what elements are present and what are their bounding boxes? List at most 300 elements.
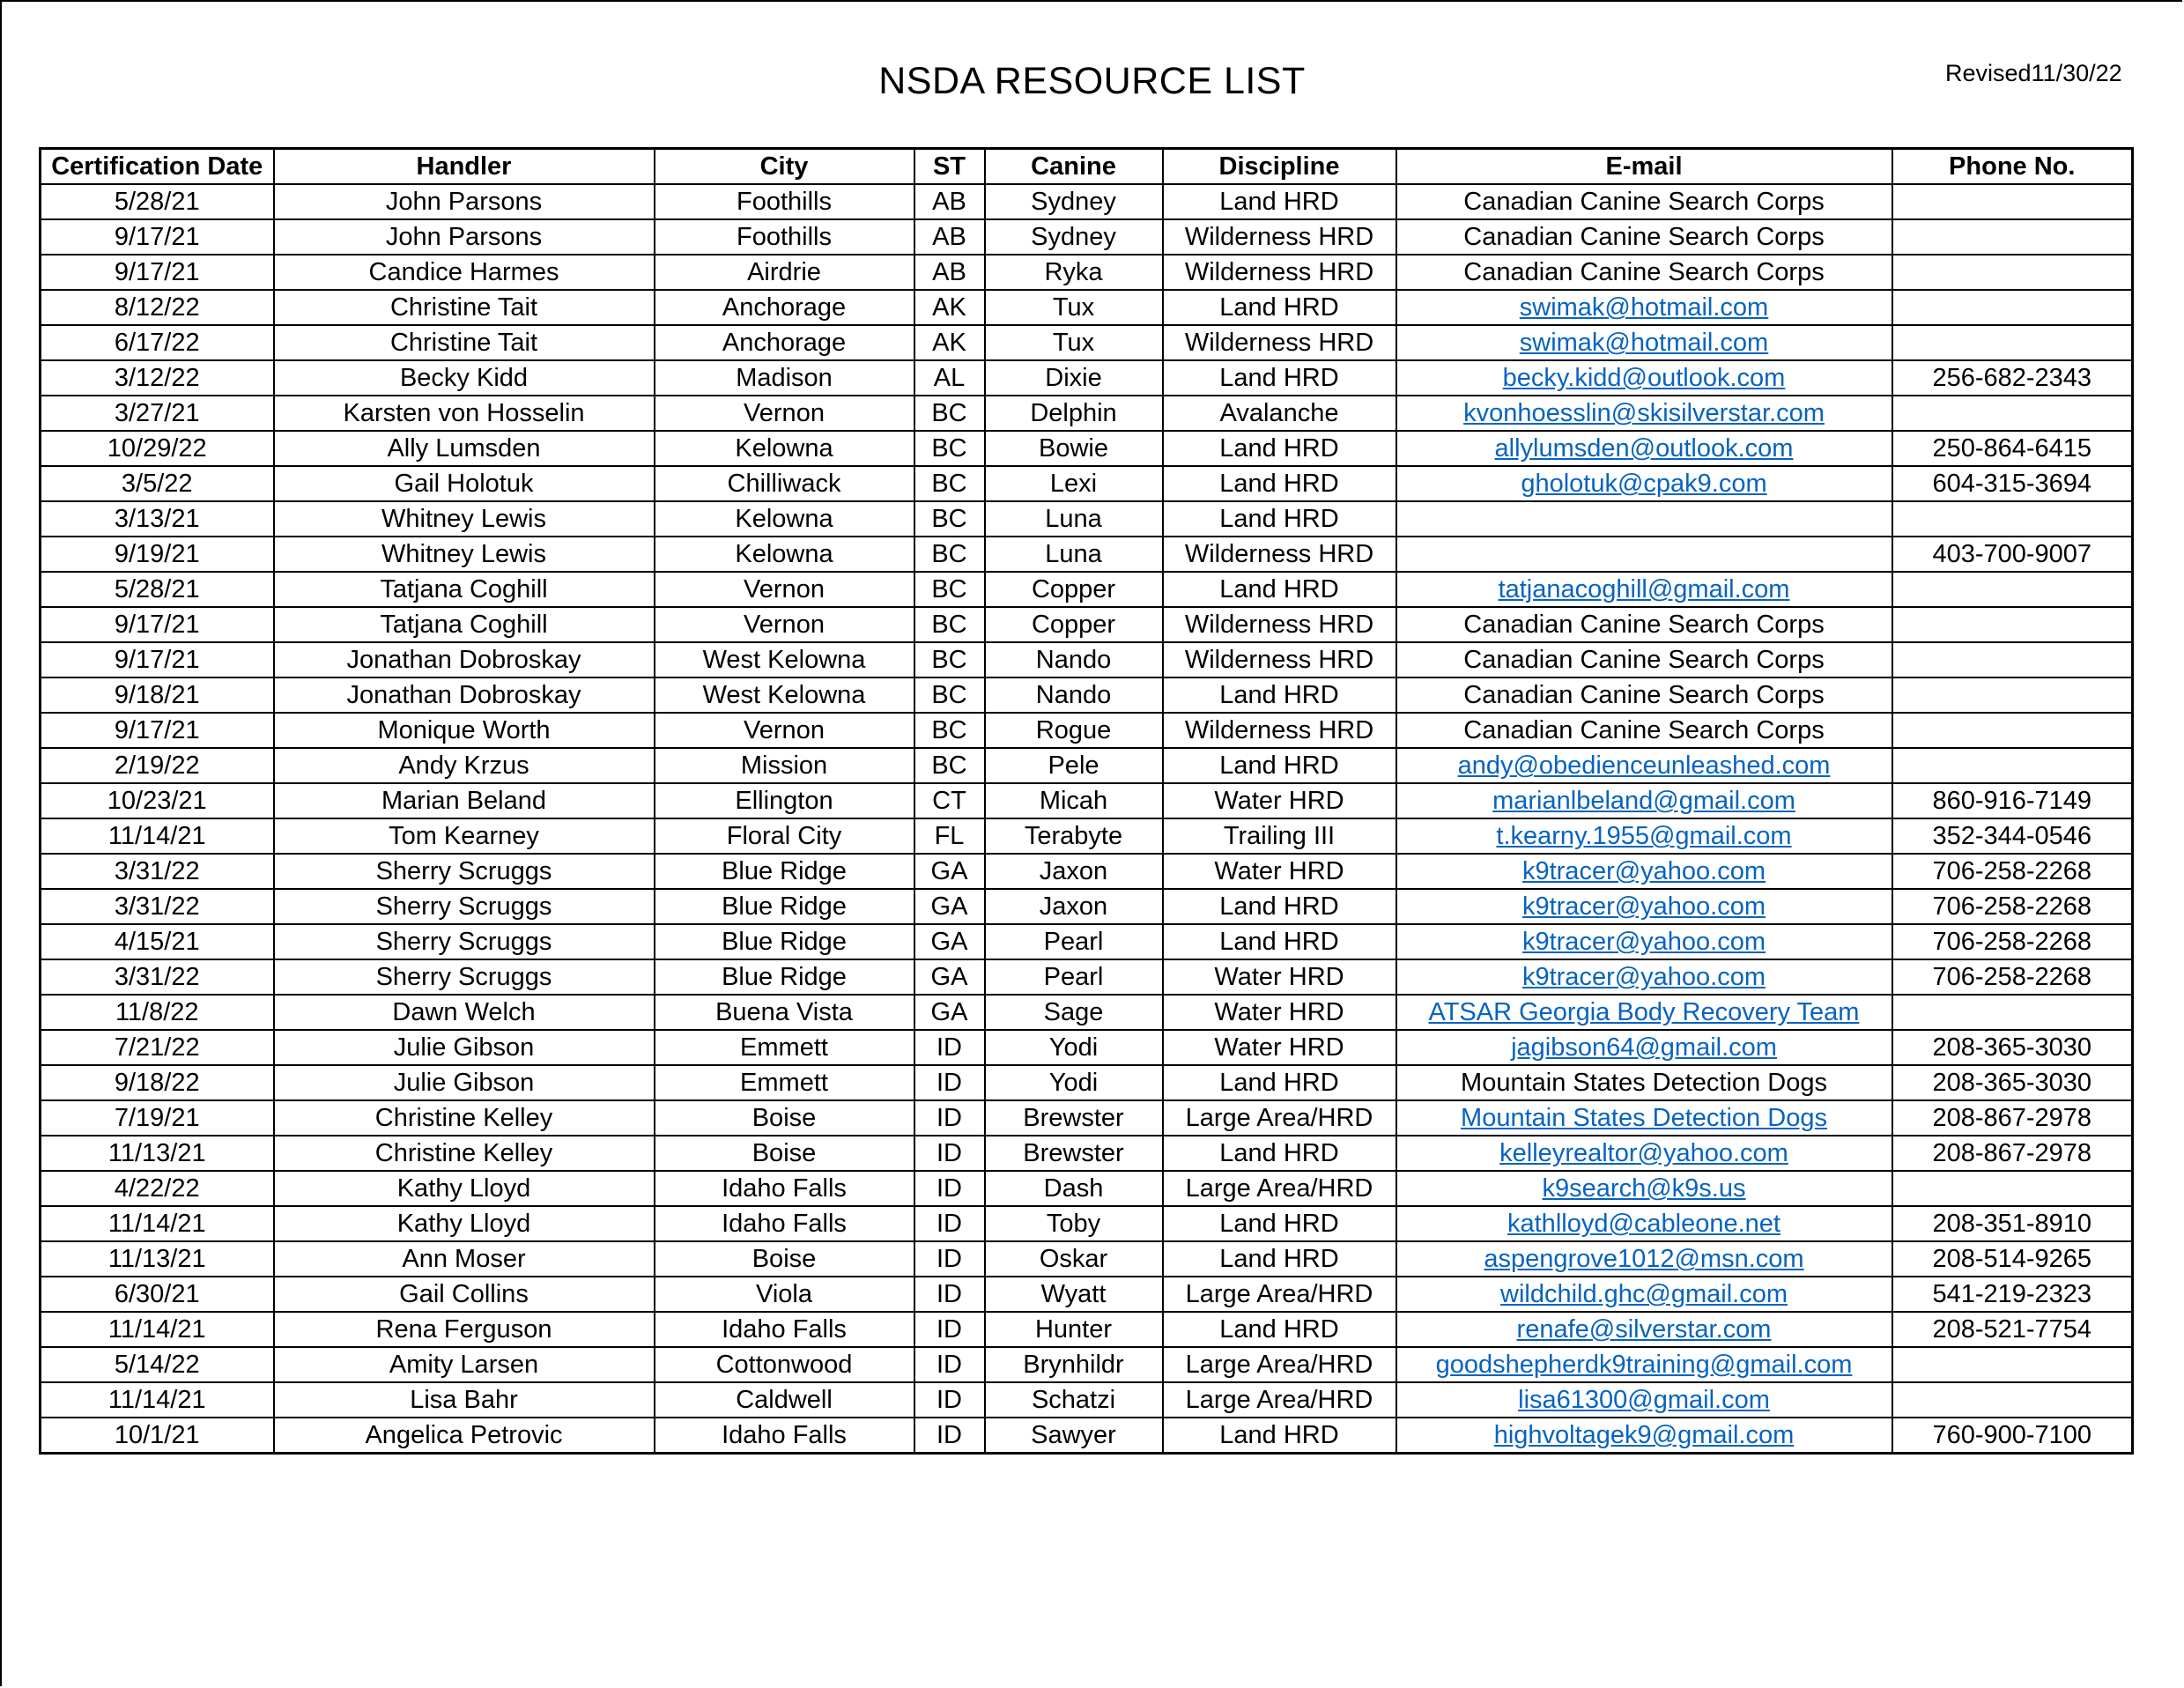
cell-email — [1396, 995, 1892, 1030]
email-link[interactable]: swimak@hotmail.com — [1519, 329, 1769, 357]
table-row — [41, 466, 2133, 501]
cell-handler: Andy Krzus — [274, 748, 655, 783]
cell-canine: Tux — [985, 325, 1163, 360]
cell-email — [1396, 1136, 1892, 1171]
cell-email — [1396, 818, 1892, 854]
cell-canine: Jaxon — [985, 889, 1163, 924]
cell-canine: Bowie — [985, 431, 1163, 466]
column-header-canine: Canine — [985, 149, 1163, 185]
cell-email — [1396, 325, 1892, 360]
cell-date: 9/18/21 — [41, 677, 274, 713]
cell-handler: Sherry Scruggs — [274, 924, 655, 959]
cell-handler: Tatjana Coghill — [274, 607, 655, 642]
cell-email — [1396, 1277, 1892, 1312]
cell-discipline: Land HRD — [1163, 1065, 1396, 1100]
cell-email — [1396, 1312, 1892, 1347]
email-link[interactable]: ATSAR Georgia Body Recovery Team — [1428, 998, 1860, 1026]
email-link[interactable]: swimak@hotmail.com — [1519, 293, 1769, 322]
cell-phone: 604-315-3694 — [1892, 466, 2133, 501]
cell-email — [1396, 607, 1892, 642]
cell-email — [1396, 1418, 1892, 1454]
cell-date: 9/17/21 — [41, 607, 274, 642]
cell-st: AK — [914, 290, 985, 325]
header-row — [41, 149, 2133, 185]
cell-city: Blue Ridge — [655, 924, 914, 959]
email-link[interactable]: kelleyrealtor@yahoo.com — [1499, 1139, 1788, 1167]
cell-st: ID — [914, 1206, 985, 1241]
cell-phone — [1892, 995, 2133, 1030]
email-link[interactable]: becky.kidd@outlook.com — [1502, 364, 1786, 392]
cell-canine: Brewster — [985, 1136, 1163, 1171]
cell-date: 3/5/22 — [41, 466, 274, 501]
cell-st: ID — [914, 1382, 985, 1418]
cell-handler: Tatjana Coghill — [274, 572, 655, 607]
cell-handler: Sherry Scruggs — [274, 959, 655, 995]
table-row — [41, 748, 2133, 783]
cell-phone: 860-916-7149 — [1892, 783, 2133, 818]
cell-phone — [1892, 748, 2133, 783]
cell-st: BC — [914, 713, 985, 748]
cell-date: 8/12/22 — [41, 290, 274, 325]
cell-handler: Amity Larsen — [274, 1347, 655, 1382]
cell-handler: Angelica Petrovic — [274, 1418, 655, 1454]
column-header-handler: Handler — [274, 149, 655, 185]
email-link[interactable]: andy@obedienceunleashed.com — [1457, 751, 1831, 780]
cell-date: 11/14/21 — [41, 1382, 274, 1418]
cell-st: BC — [914, 607, 985, 642]
cell-phone: 208-365-3030 — [1892, 1065, 2133, 1100]
cell-date: 7/19/21 — [41, 1100, 274, 1136]
cell-canine: Copper — [985, 572, 1163, 607]
table-row — [41, 396, 2133, 431]
cell-phone: 541-219-2323 — [1892, 1277, 2133, 1312]
cell-canine: Dash — [985, 1171, 1163, 1206]
email-text: Canadian Canine Search Corps — [1463, 611, 1825, 639]
email-link[interactable]: allylumsden@outlook.com — [1494, 434, 1794, 463]
cell-canine: Micah — [985, 783, 1163, 818]
cell-email — [1396, 1206, 1892, 1241]
cell-handler: Sherry Scruggs — [274, 854, 655, 889]
column-header-discipline: Discipline — [1163, 149, 1396, 185]
table-row — [41, 713, 2133, 748]
cell-discipline: Land HRD — [1163, 184, 1396, 219]
table-row — [41, 1277, 2133, 1312]
cell-canine: Terabyte — [985, 818, 1163, 854]
cell-canine: Pearl — [985, 924, 1163, 959]
cell-city: Idaho Falls — [655, 1171, 914, 1206]
cell-city: West Kelowna — [655, 677, 914, 713]
cell-date: 9/17/21 — [41, 713, 274, 748]
cell-handler: Whitney Lewis — [274, 537, 655, 572]
cell-email — [1396, 748, 1892, 783]
cell-canine: Rogue — [985, 713, 1163, 748]
cell-canine: Luna — [985, 537, 1163, 572]
cell-email — [1396, 501, 1892, 537]
cell-st: GA — [914, 854, 985, 889]
cell-city: Anchorage — [655, 325, 914, 360]
cell-canine: Lexi — [985, 466, 1163, 501]
cell-city: Idaho Falls — [655, 1206, 914, 1241]
cell-phone: 706-258-2268 — [1892, 959, 2133, 995]
cell-discipline: Water HRD — [1163, 1030, 1396, 1065]
cell-canine: Sage — [985, 995, 1163, 1030]
cell-discipline: Water HRD — [1163, 854, 1396, 889]
cell-phone — [1892, 1347, 2133, 1382]
cell-discipline: Water HRD — [1163, 959, 1396, 995]
cell-phone: 208-867-2978 — [1892, 1100, 2133, 1136]
cell-st: BC — [914, 572, 985, 607]
email-link[interactable]: highvoltagek9@gmail.com — [1493, 1421, 1795, 1449]
cell-city: West Kelowna — [655, 642, 914, 677]
cell-st: ID — [914, 1136, 985, 1171]
cell-email — [1396, 360, 1892, 396]
cell-phone — [1892, 677, 2133, 713]
cell-st: ID — [914, 1030, 985, 1065]
cell-date: 9/17/21 — [41, 642, 274, 677]
table-row — [41, 607, 2133, 642]
table-row — [41, 255, 2133, 290]
table-row — [41, 290, 2133, 325]
column-header-st: ST — [914, 149, 985, 185]
cell-email — [1396, 396, 1892, 431]
cell-st: BC — [914, 501, 985, 537]
cell-email — [1396, 924, 1892, 959]
cell-canine: Yodi — [985, 1065, 1163, 1100]
table-row — [41, 818, 2133, 854]
resource-table — [39, 147, 2134, 1455]
cell-st: BC — [914, 396, 985, 431]
email-link[interactable]: lisa61300@gmail.com — [1518, 1386, 1770, 1414]
cell-date: 11/13/21 — [41, 1136, 274, 1171]
cell-st: GA — [914, 924, 985, 959]
cell-date: 5/28/21 — [41, 184, 274, 219]
cell-st: GA — [914, 959, 985, 995]
cell-city: Anchorage — [655, 290, 914, 325]
cell-handler: Sherry Scruggs — [274, 889, 655, 924]
cell-canine: Luna — [985, 501, 1163, 537]
cell-city: Emmett — [655, 1030, 914, 1065]
cell-discipline: Trailing III — [1163, 818, 1396, 854]
email-text: Canadian Canine Search Corps — [1463, 681, 1825, 709]
cell-email — [1396, 1347, 1892, 1382]
cell-phone: 208-521-7754 — [1892, 1312, 2133, 1347]
cell-discipline: Large Area/HRD — [1163, 1277, 1396, 1312]
email-text: Canadian Canine Search Corps — [1463, 258, 1825, 286]
email-link[interactable]: kathlloyd@cableone.net — [1507, 1210, 1781, 1238]
table-row — [41, 1065, 2133, 1100]
cell-date: 11/14/21 — [41, 1206, 274, 1241]
cell-city: Emmett — [655, 1065, 914, 1100]
cell-canine: Ryka — [985, 255, 1163, 290]
cell-canine: Tux — [985, 290, 1163, 325]
column-header-city: City — [655, 149, 914, 185]
table-row — [41, 1347, 2133, 1382]
cell-phone: 208-514-9265 — [1892, 1241, 2133, 1277]
cell-date: 3/13/21 — [41, 501, 274, 537]
cell-city: Kelowna — [655, 501, 914, 537]
cell-date: 3/27/21 — [41, 396, 274, 431]
cell-discipline: Land HRD — [1163, 677, 1396, 713]
cell-city: Caldwell — [655, 1382, 914, 1418]
email-link[interactable]: kvonhoesslin@skisilverstar.com — [1463, 399, 1825, 427]
cell-city: Foothills — [655, 184, 914, 219]
cell-st: ID — [914, 1100, 985, 1136]
email-link[interactable]: wildchild.ghc@gmail.com — [1500, 1280, 1788, 1308]
cell-discipline: Wilderness HRD — [1163, 607, 1396, 642]
cell-email — [1396, 537, 1892, 572]
cell-email — [1396, 572, 1892, 607]
cell-phone: 208-365-3030 — [1892, 1030, 2133, 1065]
table-row — [41, 783, 2133, 818]
cell-discipline: Large Area/HRD — [1163, 1382, 1396, 1418]
cell-email — [1396, 677, 1892, 713]
cell-email — [1396, 1171, 1892, 1206]
cell-phone — [1892, 607, 2133, 642]
cell-discipline: Large Area/HRD — [1163, 1347, 1396, 1382]
email-link[interactable]: renafe@silverstar.com — [1516, 1315, 1772, 1344]
cell-date: 9/17/21 — [41, 255, 274, 290]
cell-canine: Nando — [985, 642, 1163, 677]
cell-phone: 706-258-2268 — [1892, 854, 2133, 889]
cell-handler: Julie Gibson — [274, 1065, 655, 1100]
email-link[interactable]: t.kearny.1955@gmail.com — [1496, 822, 1792, 850]
cell-email — [1396, 466, 1892, 501]
cell-st: FL — [914, 818, 985, 854]
cell-date: 11/8/22 — [41, 995, 274, 1030]
cell-city: Boise — [655, 1136, 914, 1171]
table-row — [41, 431, 2133, 466]
cell-city: Boise — [655, 1100, 914, 1136]
cell-handler: Rena Ferguson — [274, 1312, 655, 1347]
cell-phone — [1892, 396, 2133, 431]
cell-handler: Tom Kearney — [274, 818, 655, 854]
email-text: Canadian Canine Search Corps — [1463, 223, 1825, 251]
cell-discipline: Land HRD — [1163, 889, 1396, 924]
table-row — [41, 1382, 2133, 1418]
cell-city: Ellington — [655, 783, 914, 818]
cell-date: 3/31/22 — [41, 889, 274, 924]
cell-phone: 250-864-6415 — [1892, 431, 2133, 466]
cell-city: Boise — [655, 1241, 914, 1277]
cell-st: ID — [914, 1418, 985, 1454]
cell-date: 11/14/21 — [41, 1312, 274, 1347]
cell-canine: Sawyer — [985, 1418, 1163, 1454]
cell-discipline: Land HRD — [1163, 1312, 1396, 1347]
cell-city: Blue Ridge — [655, 854, 914, 889]
cell-email — [1396, 959, 1892, 995]
cell-handler: John Parsons — [274, 184, 655, 219]
email-text: Mountain States Detection Dogs — [1461, 1069, 1827, 1097]
email-link[interactable]: k9tracer@yahoo.com — [1521, 963, 1766, 991]
email-link[interactable]: k9tracer@yahoo.com — [1521, 928, 1766, 956]
cell-handler: Dawn Welch — [274, 995, 655, 1030]
cell-date: 3/31/22 — [41, 854, 274, 889]
cell-phone — [1892, 184, 2133, 219]
cell-discipline: Avalanche — [1163, 396, 1396, 431]
cell-st: GA — [914, 889, 985, 924]
cell-discipline: Water HRD — [1163, 995, 1396, 1030]
cell-city: Vernon — [655, 396, 914, 431]
cell-st: BC — [914, 677, 985, 713]
cell-phone: 760-900-7100 — [1892, 1418, 2133, 1454]
cell-email — [1396, 219, 1892, 255]
cell-city: Foothills — [655, 219, 914, 255]
cell-email — [1396, 1030, 1892, 1065]
cell-discipline: Land HRD — [1163, 1136, 1396, 1171]
cell-date: 11/14/21 — [41, 818, 274, 854]
cell-email — [1396, 1100, 1892, 1136]
cell-email — [1396, 1241, 1892, 1277]
cell-canine: Delphin — [985, 396, 1163, 431]
cell-handler: Christine Tait — [274, 325, 655, 360]
cell-city: Blue Ridge — [655, 889, 914, 924]
cell-date: 9/17/21 — [41, 219, 274, 255]
table-row — [41, 1171, 2133, 1206]
email-link[interactable]: k9tracer@yahoo.com — [1521, 857, 1766, 885]
email-link[interactable]: gholotuk@cpak9.com — [1521, 470, 1767, 498]
cell-handler: Karsten von Hosselin — [274, 396, 655, 431]
cell-canine: Dixie — [985, 360, 1163, 396]
email-link[interactable]: Mountain States Detection Dogs — [1461, 1104, 1827, 1132]
cell-handler: Christine Tait — [274, 290, 655, 325]
cell-city: Floral City — [655, 818, 914, 854]
cell-handler: Lisa Bahr — [274, 1382, 655, 1418]
cell-date: 11/13/21 — [41, 1241, 274, 1277]
cell-discipline: Land HRD — [1163, 431, 1396, 466]
cell-handler: Ann Moser — [274, 1241, 655, 1277]
cell-date: 3/12/22 — [41, 360, 274, 396]
cell-canine: Yodi — [985, 1030, 1163, 1065]
revised-date: Revised11/30/22 — [1945, 60, 2122, 86]
cell-canine: Jaxon — [985, 854, 1163, 889]
cell-st: BC — [914, 748, 985, 783]
table-row — [41, 360, 2133, 396]
email-text: Canadian Canine Search Corps — [1463, 716, 1825, 744]
email-link[interactable]: aspengrove1012@msn.com — [1484, 1245, 1804, 1273]
table-row — [41, 1030, 2133, 1065]
cell-discipline: Large Area/HRD — [1163, 1100, 1396, 1136]
cell-canine: Toby — [985, 1206, 1163, 1241]
cell-st: BC — [914, 537, 985, 572]
cell-handler: Becky Kidd — [274, 360, 655, 396]
cell-discipline: Land HRD — [1163, 748, 1396, 783]
email-link[interactable]: marianlbeland@gmail.com — [1492, 787, 1795, 815]
cell-st: AB — [914, 255, 985, 290]
cell-handler: Gail Holotuk — [274, 466, 655, 501]
cell-discipline: Wilderness HRD — [1163, 219, 1396, 255]
table-row — [41, 1100, 2133, 1136]
cell-email — [1396, 713, 1892, 748]
cell-st: ID — [914, 1171, 985, 1206]
cell-st: AK — [914, 325, 985, 360]
cell-city: Buena Vista — [655, 995, 914, 1030]
table-row — [41, 219, 2133, 255]
cell-canine: Sydney — [985, 184, 1163, 219]
cell-st: BC — [914, 431, 985, 466]
cell-email — [1396, 889, 1892, 924]
cell-city: Kelowna — [655, 537, 914, 572]
cell-phone: 403-700-9007 — [1892, 537, 2133, 572]
cell-phone: 352-344-0546 — [1892, 818, 2133, 854]
cell-city: Mission — [655, 748, 914, 783]
cell-canine: Sydney — [985, 219, 1163, 255]
cell-st: ID — [914, 1312, 985, 1347]
cell-date: 2/19/22 — [41, 748, 274, 783]
cell-phone — [1892, 572, 2133, 607]
cell-city: Madison — [655, 360, 914, 396]
cell-handler: Marian Beland — [274, 783, 655, 818]
cell-phone — [1892, 255, 2133, 290]
cell-city: Chilliwack — [655, 466, 914, 501]
cell-canine: Copper — [985, 607, 1163, 642]
cell-date: 9/19/21 — [41, 537, 274, 572]
cell-st: BC — [914, 466, 985, 501]
cell-handler: Gail Collins — [274, 1277, 655, 1312]
cell-discipline: Land HRD — [1163, 501, 1396, 537]
email-link[interactable]: goodshepherdk9training@gmail.com — [1435, 1351, 1853, 1379]
cell-canine: Hunter — [985, 1312, 1163, 1347]
cell-phone: 706-258-2268 — [1892, 889, 2133, 924]
email-link[interactable]: k9tracer@yahoo.com — [1521, 892, 1766, 921]
cell-discipline: Water HRD — [1163, 783, 1396, 818]
email-link[interactable]: tatjanacoghill@gmail.com — [1498, 575, 1790, 603]
cell-st: GA — [914, 995, 985, 1030]
email-link[interactable]: jagibson64@gmail.com — [1511, 1033, 1777, 1062]
cell-canine: Brynhildr — [985, 1347, 1163, 1382]
cell-phone — [1892, 501, 2133, 537]
table-row — [41, 572, 2133, 607]
cell-email — [1396, 290, 1892, 325]
cell-discipline: Land HRD — [1163, 924, 1396, 959]
email-text: Canadian Canine Search Corps — [1463, 188, 1825, 216]
cell-handler: Christine Kelley — [274, 1136, 655, 1171]
cell-phone — [1892, 642, 2133, 677]
cell-discipline: Wilderness HRD — [1163, 325, 1396, 360]
cell-st: ID — [914, 1277, 985, 1312]
cell-date: 5/28/21 — [41, 572, 274, 607]
cell-date: 6/17/22 — [41, 325, 274, 360]
cell-date: 6/30/21 — [41, 1277, 274, 1312]
cell-canine: Nando — [985, 677, 1163, 713]
cell-phone — [1892, 219, 2133, 255]
cell-handler: Ally Lumsden — [274, 431, 655, 466]
cell-city: Vernon — [655, 607, 914, 642]
cell-st: ID — [914, 1065, 985, 1100]
table-row — [41, 1136, 2133, 1171]
cell-phone — [1892, 1171, 2133, 1206]
table-row — [41, 501, 2133, 537]
cell-city: Viola — [655, 1277, 914, 1312]
cell-phone — [1892, 1382, 2133, 1418]
table-row — [41, 854, 2133, 889]
cell-discipline: Land HRD — [1163, 1206, 1396, 1241]
cell-st: AB — [914, 184, 985, 219]
cell-email — [1396, 255, 1892, 290]
cell-handler: Christine Kelley — [274, 1100, 655, 1136]
cell-handler: Julie Gibson — [274, 1030, 655, 1065]
cell-date: 9/18/22 — [41, 1065, 274, 1100]
table-row — [41, 1418, 2133, 1454]
email-text: Canadian Canine Search Corps — [1463, 646, 1825, 674]
cell-email — [1396, 431, 1892, 466]
table-body — [41, 184, 2133, 1454]
cell-discipline: Land HRD — [1163, 1418, 1396, 1454]
email-link[interactable]: k9search@k9s.us — [1542, 1174, 1746, 1203]
cell-email — [1396, 1382, 1892, 1418]
cell-phone: 256-682-2343 — [1892, 360, 2133, 396]
cell-phone: 208-867-2978 — [1892, 1136, 2133, 1171]
cell-handler: Jonathan Dobroskay — [274, 677, 655, 713]
